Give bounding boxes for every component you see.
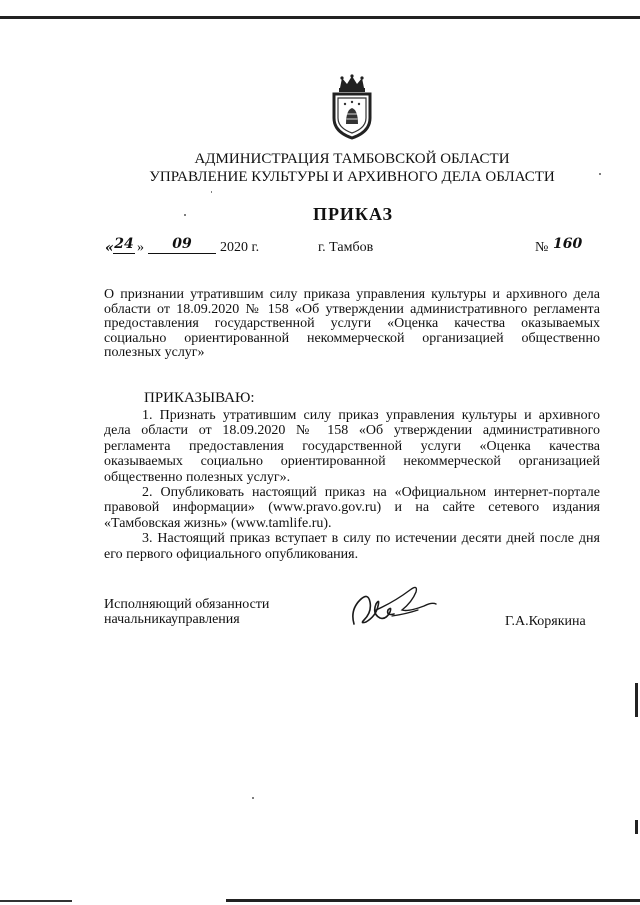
- scan-speck: [252, 797, 254, 799]
- tambov-coat-of-arms-icon: [328, 74, 376, 140]
- handwritten-signature-icon: [346, 580, 442, 632]
- signatory-name: Г.А.Корякина: [505, 614, 586, 629]
- document-number: 160: [553, 236, 583, 252]
- order-heading: ПРИКАЗЫВАЮ:: [144, 390, 255, 406]
- order-body: [104, 408, 600, 562]
- date-open-quote: «: [105, 240, 114, 256]
- scan-speck: [211, 191, 212, 193]
- scan-border-top: [0, 16, 640, 19]
- scan-border-corner: [0, 900, 72, 902]
- document-type-title: ПРИКАЗ: [312, 204, 394, 224]
- document-subject: [104, 288, 600, 361]
- subject-text: О признании утратившим силу приказа управления культуры и архивного дела области от 18.09.2020 № 158 «Об утверждении административного регламента предоставления государственной услуги «Оценка качества оказываемых социально ориентированной некоммерческой организацией общественно полезных услуг»: [104, 287, 600, 360]
- scan-edge-mark: [635, 820, 638, 834]
- department-name: УПРАВЛЕНИЕ КУЛЬТУРЫ И АРХИВНОГО ДЕЛА ОБЛАСТИ: [149, 169, 555, 185]
- signatory-position-line: начальникауправления: [104, 611, 240, 627]
- signatory-position: [104, 598, 269, 627]
- date-close-quote: »: [137, 240, 144, 255]
- order-item: 2. Опубликовать настоящий приказ на «Официальном интернет-портале правовой информации» (www.pravo.gov.ru) и на сайте сетевого издания «Тамбовская жизнь» (www.tamlife.ru).: [104, 485, 600, 531]
- document-city: г. Тамбов: [318, 240, 374, 255]
- organization-name: АДМИНИСТРАЦИЯ ТАМБОВСКОЙ ОБЛАСТИ: [194, 151, 510, 167]
- scan-edge-mark: [635, 683, 638, 717]
- date-year: 2020 г.: [220, 240, 260, 255]
- document-number-label: №: [535, 240, 549, 255]
- order-item: 1. Признать утратившим силу приказ управления культуры и архивного дела области от 18.09.2020 № 158 «Об утверждении административного регламента предоставления государственной услуги «Оценка качества оказываемых социально ориентированной некоммерческой организацией общественно полезных услуг».: [104, 408, 600, 485]
- date-month: 09: [148, 236, 216, 254]
- order-item: 3. Настоящий приказ вступает в силу по истечении десяти дней после дня его первого официального опубликования.: [104, 531, 600, 562]
- signatory-position-line: Исполняющий обязанности: [104, 597, 270, 612]
- scan-border-bottom: [226, 899, 640, 902]
- date-day: 24: [114, 236, 134, 252]
